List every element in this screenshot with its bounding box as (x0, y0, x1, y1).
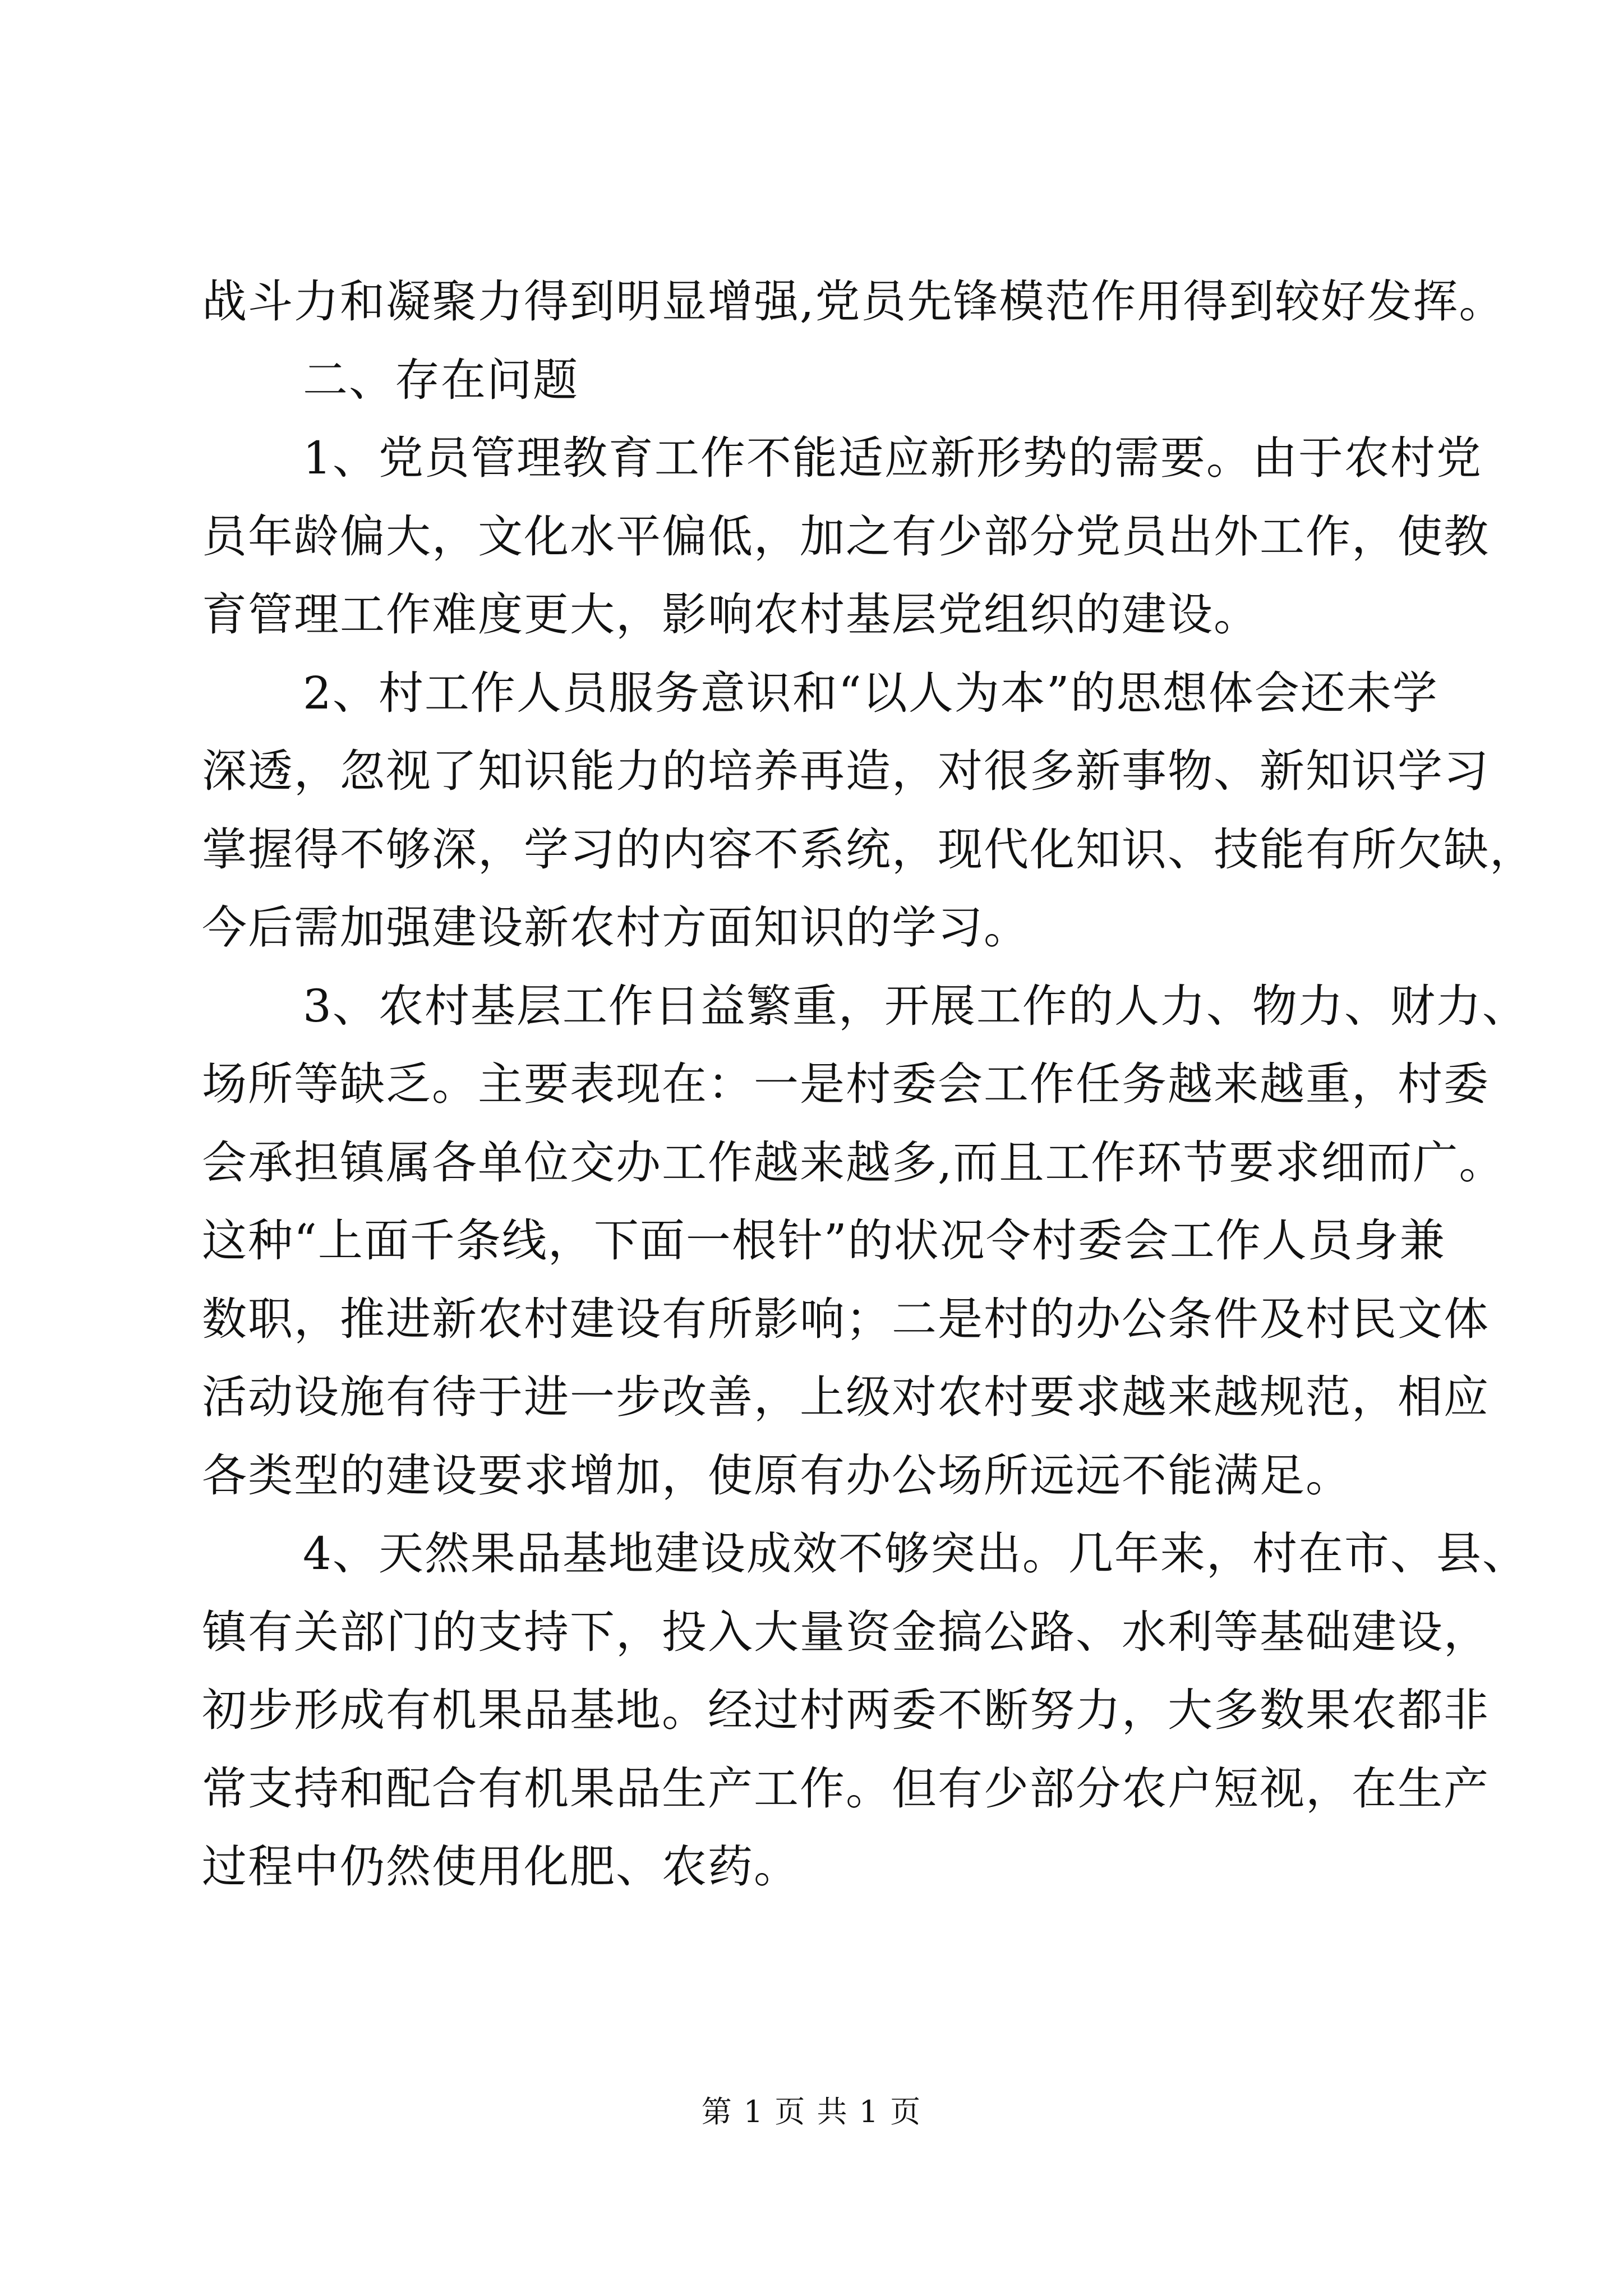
text-line: 3、农村基层工作日益繁重，开展工作的人力、物力、财力、 (303, 979, 1528, 1032)
text-line: 1、党员管理教育工作不能适应新形势的需要。由于农村党 (303, 432, 1482, 484)
text-line: 员年龄偏大，文化水平偏低，加之有少部分党员出外工作，使教 (202, 510, 1490, 563)
text-line: 育管理工作难度更大，影响农村基层党组织的建设。 (202, 588, 1260, 641)
text-line: 场所等缺乏。主要表现在：一是村委会工作任务越来越重，村委 (202, 1058, 1490, 1110)
section-heading: 二、存在问题 (303, 353, 579, 406)
text-line: 数职，推进新农村建设有所影响；二是村的办公条件及村民文体 (202, 1292, 1490, 1345)
text-line: 2、村工作人员服务意识和“以人为本”的思想体会还未学 (303, 666, 1438, 719)
text-line: 今后需加强建设新农村方面知识的学习。 (202, 901, 1030, 954)
text-line: 各类型的建设要求增加，使原有办公场所远远不能满足。 (202, 1449, 1352, 1502)
body-text (202, 263, 1536, 1906)
text-line: 这种“上面千条线，下面一根针”的状况令村委会工作人员身兼 (202, 1214, 1446, 1267)
text-line: 活动设施有待于进一步改善，上级对农村要求越来越规范，相应 (202, 1371, 1490, 1423)
text-line: 常支持和配合有机果品生产工作。但有少部分农户短视，在生产 (202, 1762, 1490, 1815)
text-line: 战斗力和凝聚力得到明显增强,党员先锋模范作用得到较好发挥。 (202, 275, 1505, 328)
text-line: 深透，忽视了知识能力的培养再造，对很多新事物、新知识学习 (202, 745, 1490, 797)
text-line: 掌握得不够深，学习的内容不系统，现代化知识、技能有所欠缺， (202, 823, 1536, 876)
page-footer: 第 1 页 共 1 页 (701, 2094, 922, 2129)
text-line: 镇有关部门的支持下，投入大量资金搞公路、水利等基础建设， (202, 1605, 1490, 1658)
text-line: 过程中仍然使用化肥、农药。 (202, 1841, 800, 1893)
text-line: 4、天然果品基地建设成效不够突出。几年来，村在市、县、 (303, 1527, 1528, 1580)
text-line: 会承担镇属各单位交办工作越来越多,而且工作环节要求细而广。 (202, 1136, 1505, 1189)
text-line: 初步形成有机果品基地。经过村两委不断努力，大多数果农都非 (202, 1684, 1490, 1736)
